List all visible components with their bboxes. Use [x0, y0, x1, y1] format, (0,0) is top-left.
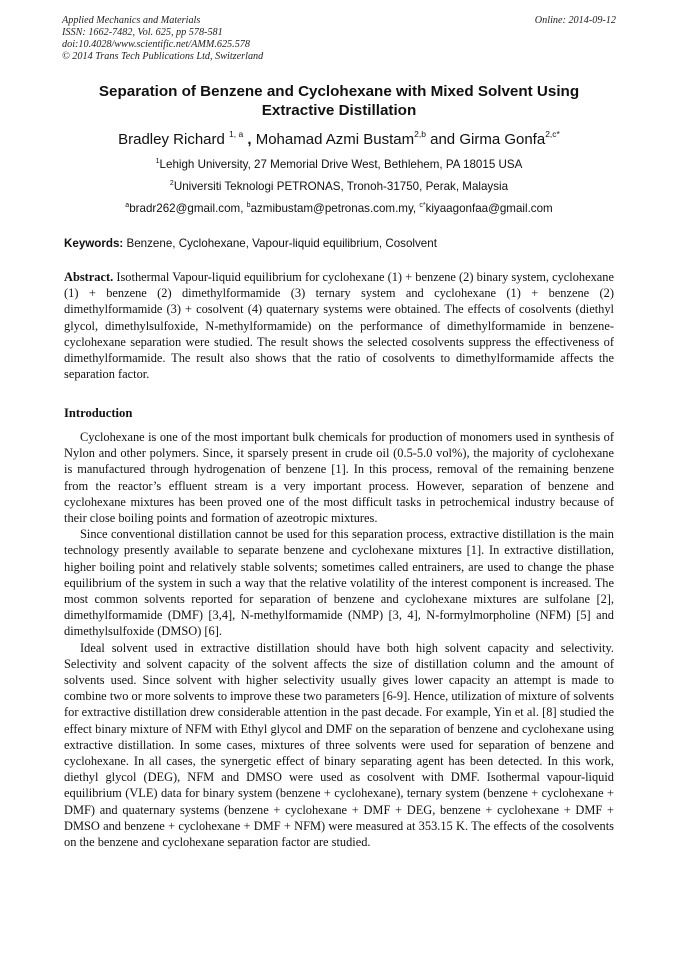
affiliation-2	[62, 180, 616, 194]
affiliation-1-text: Lehigh University, 27 Memorial Drive West, Bethlehem, PA 18015 USA	[159, 158, 523, 171]
author-2-name: Mohamad Azmi Bustam	[255, 131, 415, 148]
intro-paragraph-2: Since conventional distillation cannot be used for this separation process, extractive distillation is the main technology presently available to separate benzene and cyclohexane mixtures [1]. In extractive distillation, higher boiling point and relatively stable solvents; sometimes called entrainers, are used to change the phase equilibrium of the system in such a way that the relative volatility of the interest component is increased. The most common solvents reported for separation of benzene and cyclohexane mixtures are sulfolane [2], dimethylformamide (DMF) [3,4], N-methylformamide (NMP) [3, 4], N-formylmorpholine (NFM) [5] and dimethylsulfoxide (DMSO) [6].	[64, 527, 614, 639]
abstract	[64, 269, 614, 382]
intro-paragraph-3: Ideal solvent used in extractive distillation should have both high solvent capacity and selectivity. Selectivity and solvent capacity of the solvent affects the size of distillation column and the amount of solvents used. Since solvent with higher selectivity usually gives lower capacity an attempt is made to combine two or more solvents to improve these two parameters [6-9]. Hence, utilization of mixture of solvents for extractive distillation drew considerable attention in the past decade. For example, Yin et al. [8] studied the effect binary mixture of NFM with Ethyl glycol and DMF on the separation of benzene and cyclohexane using extractive distillation. In some cases, mixtures of three solvents were used for separation of benzene and cyclohexane. In all cases, the synergetic effect of binary separating agent has been detected. In this work, diethyl glycol (DEG), NFM and DMSO were used as cosolvent with DMF. Isothermal vapour-liquid equilibrium (VLE) data for binary system (benzene + cyclohexane), ternary system (benzene + cyclohexane + DMF) and quaternary systems (benzene + cyclohexane + DMF + DEG, benzene + cyclohexane + DMF + DMSO and benzene + cyclohexane + DMF + NFM) were measured at 353.15 K. The effects of the cosolvents on the benzene and cyclohexane separation factor are studied.	[64, 640, 614, 850]
author-3-name: Girma Gonfa	[459, 131, 546, 148]
keywords-label: Keywords:	[64, 237, 124, 250]
author-1-sup: 1, a	[229, 129, 244, 139]
author-separator-2: and	[425, 131, 460, 148]
paper-title	[62, 82, 616, 120]
affiliation-1-sup: 1	[155, 158, 160, 165]
author-emails	[62, 202, 616, 216]
title-line-2: Extractive Distillation	[261, 102, 417, 119]
affiliation-1	[62, 158, 616, 172]
abstract-text: Isothermal Vapour-liquid equilibrium for cyclohexane (1) + benzene (2) binary system, cyclohexane (1) + benzene (2) dimethylformamide (3) ternary system and cyclohexane (1) + benzene (2) dimethylformamide (3) + cosolvent (4) quaternary systems were obtained. The effects of cosolvents (diethyl glycol, dimethylsulfoxide, N-methylformamide) on the performance of dimethylformamide in benzene-cyclohexane separation were studied. The result shows the selected cosolvents suppress the effectiveness of dimethylformamide. The result also shows that the ratio of cosolvents to dimethylformamide affects the separation factor.	[64, 270, 614, 382]
journal-header	[62, 15, 616, 63]
email-b-sup: b	[246, 202, 251, 209]
email-a: bradr262@gmail.com,	[129, 202, 247, 215]
email-a-sup: a	[125, 202, 130, 209]
email-c-sup: c*	[419, 202, 426, 209]
author-list	[62, 130, 616, 150]
journal-issn: ISSN: 1662-7482, Vol. 625, pp 578-581	[62, 27, 223, 38]
introduction-heading: Introduction	[64, 406, 133, 420]
author-2-sup: 2,b	[414, 129, 426, 139]
journal-name: Applied Mechanics and Materials	[62, 15, 201, 26]
abstract-label: Abstract.	[64, 270, 114, 284]
title-line-1: Separation of Benzene and Cyclohexane with Mixed Solvent Using	[98, 83, 580, 100]
journal-copyright: © 2014 Trans Tech Publications Ltd, Switzerland	[62, 51, 264, 62]
author-1-name: Bradley Richard	[118, 131, 230, 148]
online-date: Online: 2014-09-12	[534, 15, 616, 26]
affiliation-2-text: Universiti Teknologi PETRONAS, Tronoh-31750, Perak, Malaysia	[173, 180, 509, 193]
journal-doi: doi:10.4028/www.scientific.net/AMM.625.578	[62, 39, 250, 50]
author-separator-1: ,	[243, 131, 256, 148]
introduction-body	[64, 429, 614, 850]
author-3-sup: 2,c*	[545, 129, 560, 139]
intro-paragraph-1: Cyclohexane is one of the most important bulk chemicals for production of monomers used in synthesis of Nylon and other polymers. Since, it sparsely present in crude oil (0.5-5.0 vol%), the majority of cyclohexane is manufactured through hydrogenation of benzene [1]. In this process, removal of the remaining benzene from the reactor’s effluent stream is a very important process. However, separation of benzene and cyclohexane mixtures has been proved one of the most difficult tasks in petrochemical industry because of their close boiling points and formation of azeotropic mixtures.	[64, 430, 614, 526]
email-b: azmibustam@petronas.com.my,	[250, 202, 420, 215]
keywords-text: Benzene, Cyclohexane, Vapour-liquid equilibrium, Cosolvent	[123, 237, 437, 250]
affiliation-2-sup: 2	[169, 180, 174, 187]
keywords-line	[64, 237, 614, 251]
email-c: kiyaagonfaa@gmail.com	[425, 202, 553, 215]
